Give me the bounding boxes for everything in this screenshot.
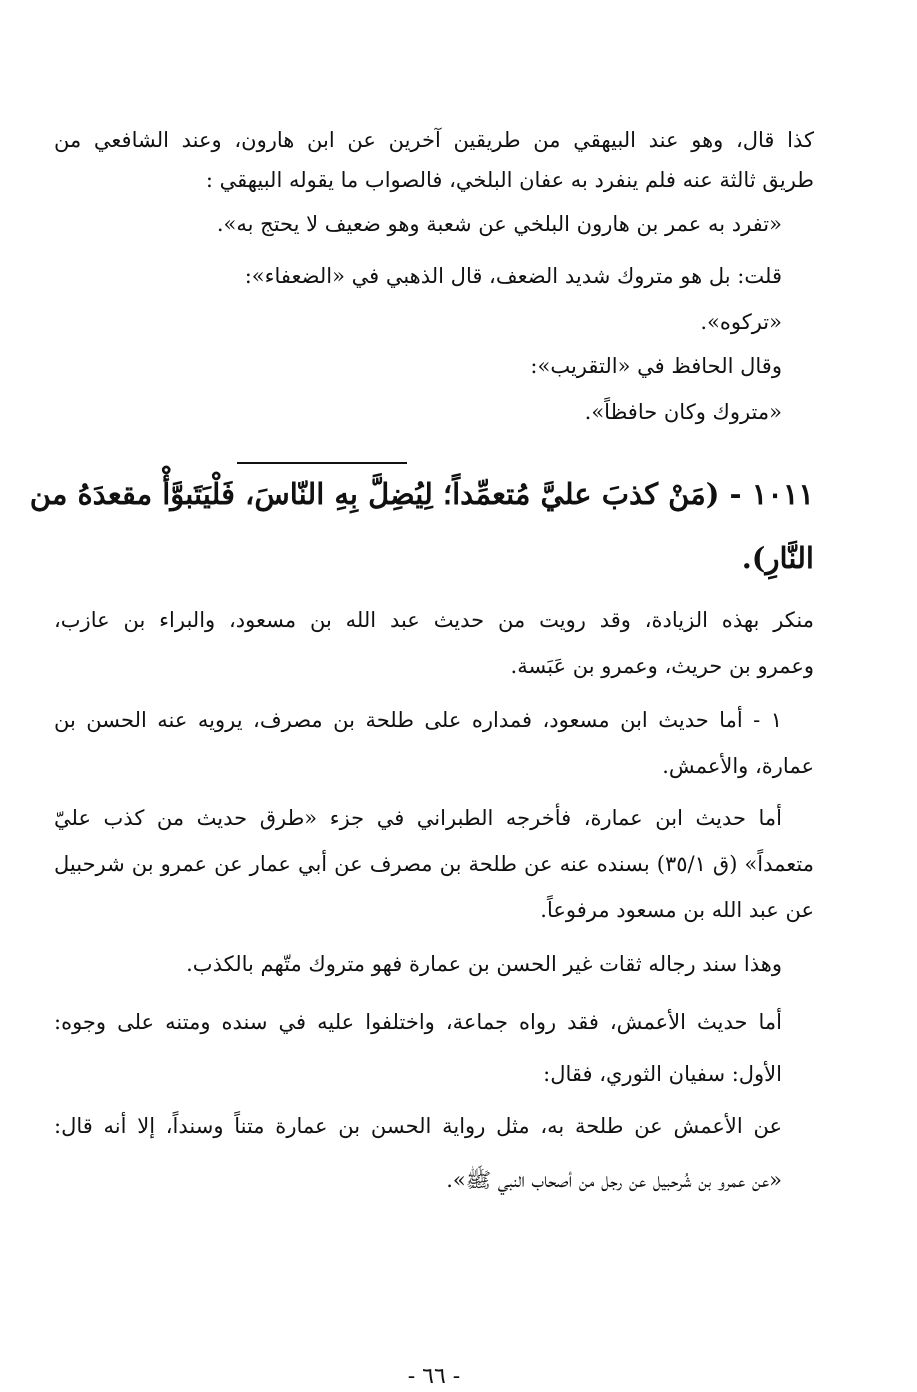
text-line-5: منكر بهذه الزيادة، وقد رويت من حديث عبد الله بن مسعود، والبراء بن عازب،: [54, 608, 814, 632]
page-number: - ٦٦ -: [407, 1364, 461, 1389]
text-line-4: وقال الحافظ في «التقريب»:: [530, 354, 782, 378]
quote-line-1: «تفرد به عمر بن هارون البلخي عن شعبة وهو ضعيف لا يحتج به».: [216, 212, 782, 236]
book-page: [29, 122, 815, 1389]
text-line-12: وهذا سند رجاله ثقات غير الحسن بن عمارة فهو متروك متّهم بالكذب.: [186, 952, 782, 976]
overline-rule: [237, 462, 407, 464]
text-line-15: عن الأعمش عن طلحة به، مثل رواية الحسن بن عمارة متناً وسنداً، إلا أنه قال:: [54, 1114, 782, 1138]
text-line-6: وعمرو بن حريث، وعمرو بن عَبَسة.: [510, 654, 814, 678]
text-line-13: أما حديث الأعمش، فقد رواه جماعة، واختلفوا عليه في سنده ومتنه على وجوه:: [54, 1010, 782, 1034]
text-line-11: عن عبد الله بن مسعود مرفوعاً.: [540, 898, 814, 922]
text-line-8: عمارة، والأعمش.: [662, 754, 814, 778]
text-line-10: متعمداً» (ق ٣٥/١) بسنده عنه عن طلحة بن مصرف عن أبي عمار عن عمرو بن شرحبيل: [54, 852, 815, 876]
quote-line-2: «تركوه».: [700, 310, 782, 334]
text-line-9: أما حديث ابن عمارة، فأخرجه الطبراني في جزء «طرق حديث من كذب عليّ: [54, 806, 782, 830]
quote-line-4: «عن عمرو بن شُرحبيل عن رجل من أصحاب النبي ﷺ».: [446, 1168, 782, 1192]
text-line-1: كذا قال، وهو عند البيهقي من طريقين آخرين عن ابن هارون، وعند الشافعي من: [54, 128, 814, 152]
text-line-14: الأول: سفيان الثوري، فقال:: [543, 1062, 782, 1086]
hadith-line-1: ١٠١١ - (مَنْ كذبَ عليَّ مُتعمِّداً؛ لِيُضِلَّ بِهِ النّاسَ، فَلْيَتَبوَّأْ مقعدَهُ من: [29, 477, 814, 511]
text-line-7: ١ - أما حديث ابن مسعود، فمداره على طلحة بن مصرف، يرويه عنه الحسن بن: [54, 708, 783, 732]
quote-line-3: «متروك وكان حافظاً».: [584, 400, 782, 424]
text-line-2: طريق ثالثة عنه فلم ينفرد به عفان البلخي، فالصواب ما يقوله البيهقي :: [205, 168, 814, 192]
hadith-line-2: النَّارِ).: [741, 541, 814, 575]
text-line-3: قلت: بل هو متروك شديد الضعف، قال الذهبي في «الضعفاء»:: [244, 264, 782, 288]
